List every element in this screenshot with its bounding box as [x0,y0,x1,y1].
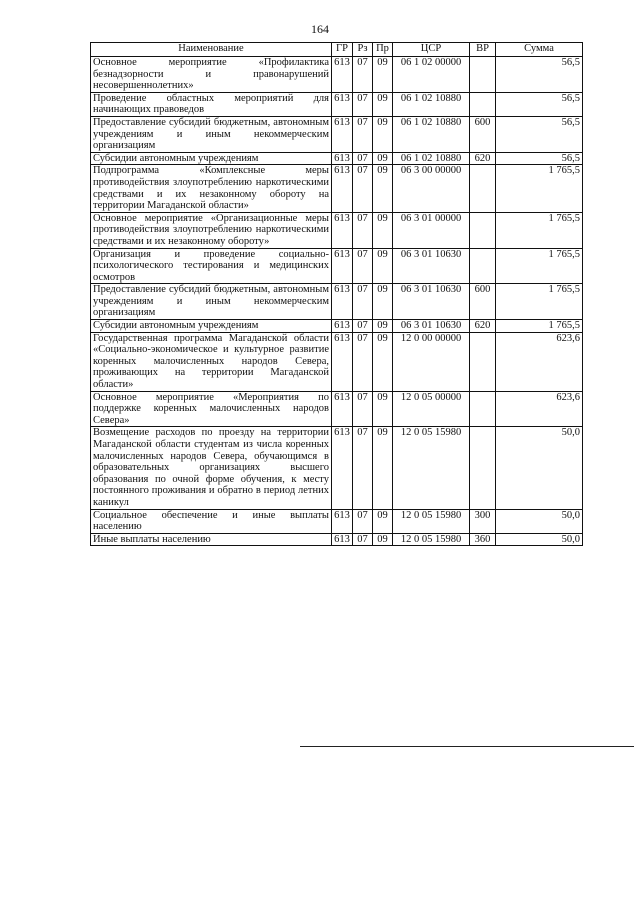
cell-sum: 50,0 [496,509,583,533]
cell-rz: 07 [353,116,373,152]
cell-rz: 07 [353,57,373,93]
cell-vr [470,57,496,93]
table-row [91,509,583,533]
cell-name: Возмещение расходов по проезду на территории Магаданской области студентам из числа коренных малочисленных народов Севера, обучающимся в образовательных организациях высшего образования по очной форме обучения, к месту постоянного проживания и обратно в период летних каникул [91,427,332,509]
cell-csr: 12 0 05 00000 [393,391,470,427]
cell-vr: 360 [470,533,496,546]
table-row [91,248,583,284]
cell-rz: 07 [353,165,373,212]
cell-sum: 1 765,5 [496,320,583,333]
cell-sum: 50,0 [496,533,583,546]
cell-name: Основное мероприятие «Профилактика безнадзорности и правонарушений несовершеннолетних» [91,57,332,93]
cell-vr: 600 [470,116,496,152]
table-row [91,212,583,248]
cell-pr: 09 [373,152,393,165]
cell-vr [470,212,496,248]
cell-pr: 09 [373,57,393,93]
cell-sum: 623,6 [496,391,583,427]
table-row [91,165,583,212]
cell-gr: 613 [332,165,353,212]
table-header-row [91,43,583,57]
cell-rz: 07 [353,212,373,248]
cell-rz: 07 [353,332,373,391]
cell-pr: 09 [373,116,393,152]
table-row [91,284,583,320]
cell-gr: 613 [332,152,353,165]
budget-table [90,42,583,546]
cell-pr: 09 [373,165,393,212]
cell-name: Субсидии автономным учреждениям [91,320,332,333]
cell-rz: 07 [353,427,373,509]
cell-sum: 1 765,5 [496,212,583,248]
cell-sum: 623,6 [496,332,583,391]
column-header-csr: ЦСР [393,43,470,57]
cell-vr [470,165,496,212]
column-header-rz: Рз [353,43,373,57]
column-header-pr: Пр [373,43,393,57]
cell-name: Иные выплаты населению [91,533,332,546]
cell-name: Основное мероприятие «Организационные меры противодействия злоупотреблению наркотическими средствами и их незаконному обороту» [91,212,332,248]
cell-pr: 09 [373,320,393,333]
cell-rz: 07 [353,248,373,284]
cell-name: Субсидии автономным учреждениям [91,152,332,165]
cell-csr: 06 1 02 10880 [393,152,470,165]
cell-rz: 07 [353,92,373,116]
cell-vr [470,427,496,509]
cell-pr: 09 [373,427,393,509]
table-row [91,320,583,333]
table-row [91,427,583,509]
cell-csr: 12 0 05 15980 [393,533,470,546]
cell-csr: 06 1 02 00000 [393,57,470,93]
cell-gr: 613 [332,57,353,93]
cell-pr: 09 [373,248,393,284]
cell-vr [470,332,496,391]
cell-vr: 620 [470,320,496,333]
cell-rz: 07 [353,509,373,533]
cell-pr: 09 [373,332,393,391]
page-number: 164 [311,22,329,36]
cell-csr: 06 3 00 00000 [393,165,470,212]
cell-vr [470,248,496,284]
table-row [91,391,583,427]
cell-gr: 613 [332,284,353,320]
cell-name: Организация и проведение социально-психологического тестирования и медицинских осмотров [91,248,332,284]
cell-gr: 613 [332,248,353,284]
cell-vr [470,92,496,116]
cell-pr: 09 [373,533,393,546]
cell-gr: 613 [332,92,353,116]
table-row [91,57,583,93]
column-header-vr: ВР [470,43,496,57]
cell-sum: 1 765,5 [496,284,583,320]
cell-name: Социальное обеспечение и иные выплаты населению [91,509,332,533]
cell-name: Предоставление субсидий бюджетным, автономным учреждениям и иным некоммерческим организациям [91,116,332,152]
cell-vr: 300 [470,509,496,533]
cell-rz: 07 [353,152,373,165]
cell-gr: 613 [332,116,353,152]
cell-rz: 07 [353,533,373,546]
cell-vr: 620 [470,152,496,165]
cell-rz: 07 [353,320,373,333]
cell-csr: 12 0 05 15980 [393,427,470,509]
cell-gr: 613 [332,427,353,509]
cell-csr: 12 0 05 15980 [393,509,470,533]
cell-csr: 06 3 01 10630 [393,248,470,284]
cell-vr [470,391,496,427]
cell-sum: 56,5 [496,116,583,152]
cell-sum: 56,5 [496,57,583,93]
cell-pr: 09 [373,391,393,427]
cell-sum: 1 765,5 [496,248,583,284]
cell-gr: 613 [332,320,353,333]
cell-name: Проведение областных мероприятий для начинающих правоведов [91,92,332,116]
table-row [91,152,583,165]
cell-csr: 06 1 02 10880 [393,116,470,152]
cell-csr: 06 3 01 10630 [393,284,470,320]
table-row [91,116,583,152]
cell-sum: 50,0 [496,427,583,509]
cell-pr: 09 [373,509,393,533]
cell-csr: 06 3 01 10630 [393,320,470,333]
cell-name: Государственная программа Магаданской области «Социально-экономическое и культурное развитие коренных малочисленных народов Севера, проживающих на территории Магаданской области» [91,332,332,391]
table-row [91,92,583,116]
table-row [91,332,583,391]
cell-csr: 12 0 00 00000 [393,332,470,391]
column-header-gr: ГР [332,43,353,57]
cell-csr: 06 3 01 00000 [393,212,470,248]
cell-gr: 613 [332,533,353,546]
cell-pr: 09 [373,92,393,116]
cell-csr: 06 1 02 10880 [393,92,470,116]
cell-sum: 56,5 [496,152,583,165]
column-header-sum: Сумма [496,43,583,57]
cell-rz: 07 [353,391,373,427]
cell-pr: 09 [373,212,393,248]
table-row [91,533,583,546]
cell-gr: 613 [332,509,353,533]
cell-rz: 07 [353,284,373,320]
column-header-name: Наименование [91,43,332,57]
cell-name: Предоставление субсидий бюджетным, автономным учреждениям и иным некоммерческим организациям [91,284,332,320]
cell-pr: 09 [373,284,393,320]
cell-gr: 613 [332,332,353,391]
cell-name: Основное мероприятие «Мероприятия по поддержке коренных малочисленных народов Севера» [91,391,332,427]
cell-name: Подпрограмма «Комплексные меры противодействия злоупотреблению наркотическими средствами и их незаконному обороту на территории Магаданской области» [91,165,332,212]
cell-gr: 613 [332,391,353,427]
cell-sum: 56,5 [496,92,583,116]
cell-sum: 1 765,5 [496,165,583,212]
divider-line [300,746,634,747]
cell-gr: 613 [332,212,353,248]
cell-vr: 600 [470,284,496,320]
